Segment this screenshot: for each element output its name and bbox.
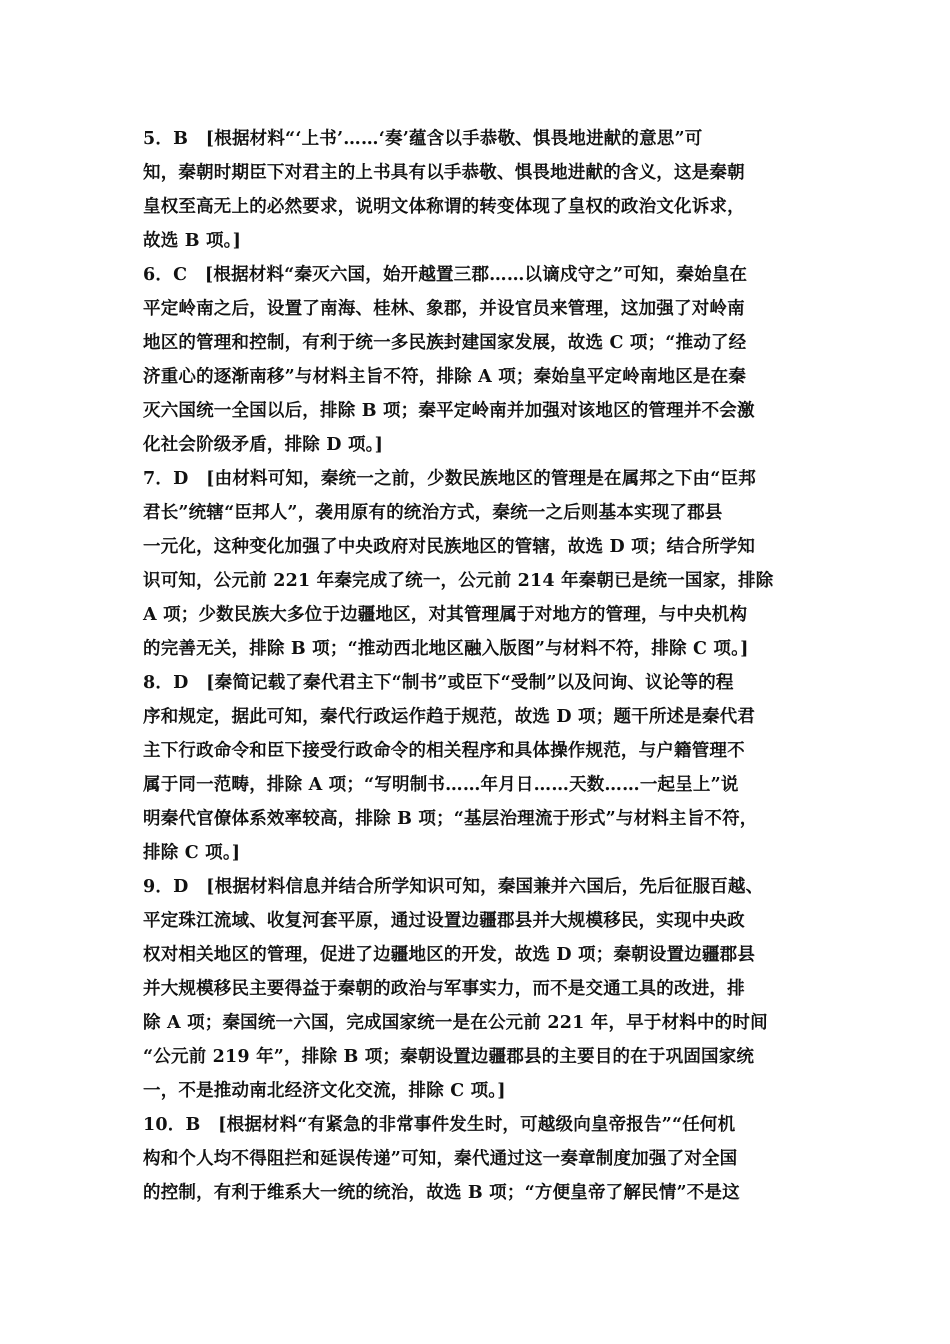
answer-9-line: 权对相关地区的管理，促进了边疆地区的开发，故选 D 项；秦朝设置边疆郡县	[143, 945, 756, 965]
answer-5-line: 皇权至高无上的必然要求，说明文体称谓的转变体现了皇权的政治文化诉求，	[143, 197, 745, 217]
answer-8-line: 8．D [秦简记载了秦代君主下“制书”或臣下“受制”以及问询、议论等的程	[143, 673, 734, 693]
answer-8-line: 明秦代官僚体系效率较高，排除 B 项；“基层治理流于形式”与材料主旨不符，	[143, 809, 758, 829]
answer-explanations	[143, 122, 815, 1210]
answer-10-line: 的控制，有利于维系大一统的统治，故选 B 项；“方便皇帝了解民情”不是这	[143, 1183, 740, 1203]
answer-6-line: 地区的管理和控制，有利于统一多民族封建国家发展，故选 C 项；“推动了经	[143, 333, 747, 353]
answer-9-line: 并大规模移民主要得益于秦朝的政治与军事实力，而不是交通工具的改进，排	[143, 979, 745, 999]
answer-block-7	[143, 462, 815, 666]
answer-6-line: 济重心的逐渐南移”与材料主旨不符，排除 A 项；秦始皇平定岭南地区是在秦	[143, 367, 747, 387]
answer-block-8	[143, 666, 815, 870]
answer-9-line: “公元前 219 年”，排除 B 项；秦朝设置边疆郡县的主要目的在于巩固国家统	[143, 1047, 755, 1067]
answer-6-line: 化社会阶级矛盾，排除 D 项。]	[143, 435, 384, 455]
answer-5-line: 知，秦朝时期臣下对君主的上书具有以手恭敬、惧畏地进献的含义，这是秦朝	[143, 163, 745, 183]
answer-8-line: 序和规定，据此可知，秦代行政运作趋于规范，故选 D 项；题干所述是秦代君	[143, 707, 756, 727]
answer-block-6	[143, 258, 815, 462]
answer-block-10	[143, 1108, 815, 1210]
answer-9-line: 平定珠江流域、收复河套平原，通过设置边疆郡县并大规模移民，实现中央政	[143, 911, 745, 931]
answer-10-line: 10．B [根据材料“有紧急的非常事件发生时，可越级向皇帝报告”“任何机	[143, 1115, 736, 1135]
answer-6-line: 灭六国统一全国以后，排除 B 项；秦平定岭南并加强对该地区的管理并不会激	[143, 401, 755, 421]
answer-7-line: 识可知，公元前 221 年秦完成了统一，公元前 214 年秦朝已是统一国家，排除	[143, 571, 774, 591]
answer-9-line: 9．D [根据材料信息并结合所学知识可知，秦国兼并六国后，先后征服百越、	[143, 877, 764, 897]
answer-8-line: 主下行政命令和臣下接受行政命令的相关程序和具体操作规范，与户籍管理不	[143, 741, 745, 761]
answer-block-5	[143, 122, 815, 258]
answer-9-line: 一，不是推动南北经济文化交流，排除 C 项。]	[143, 1081, 506, 1101]
answer-6-line: 平定岭南之后，设置了南海、桂林、象郡，并设官员来管理，这加强了对岭南	[143, 299, 745, 319]
answer-7-line: 的完善无关，排除 B 项；“推动西北地区融入版图”与材料不符，排除 C 项。]	[143, 639, 749, 659]
answer-5-line: 5．B [根据材料“‘上书’……‘奏’蕴含以手恭敬、惧畏地进献的意思”可	[143, 129, 703, 149]
answer-9-line: 除 A 项；秦国统一六国，完成国家统一是在公元前 221 年，早于材料中的时间	[143, 1013, 768, 1033]
answer-7-line: 一元化，这种变化加强了中央政府对民族地区的管辖，故选 D 项；结合所学知	[143, 537, 756, 557]
answer-7-line: 7．D [由材料可知，秦统一之前，少数民族地区的管理是在属邦之下由“臣邦	[143, 469, 756, 489]
answer-7-line: A 项；少数民族大多位于边疆地区，对其管理属于对地方的管理，与中央机构	[143, 605, 748, 625]
answer-7-line: 君长”统辖“臣邦人”，袭用原有的统治方式，秦统一之后则基本实现了郡县	[143, 503, 723, 523]
answer-6-line: 6．C [根据材料“秦灭六国，始开越置三郡……以谪戍守之”可知，秦始皇在	[143, 265, 748, 285]
answer-10-line: 构和个人均不得阻拦和延误传递”可知，秦代通过这一奏章制度加强了对全国	[143, 1149, 738, 1169]
answer-block-9	[143, 870, 815, 1108]
answer-8-line: 排除 C 项。]	[143, 843, 241, 863]
answer-8-line: 属于同一范畴，排除 A 项；“写明制书……年月日……天数……一起呈上”说	[143, 775, 739, 795]
answer-5-line: 故选 B 项。]	[143, 231, 242, 251]
